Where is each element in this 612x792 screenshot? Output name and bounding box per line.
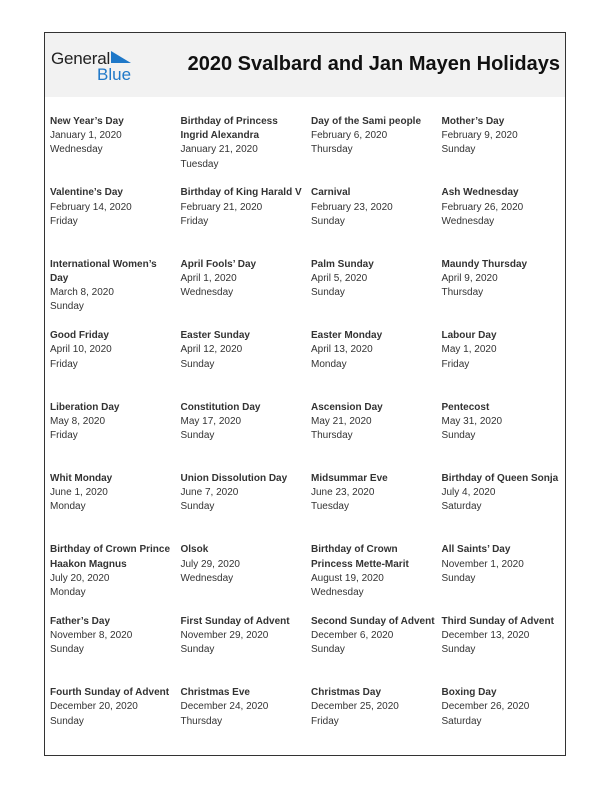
holiday-name: All Saints’ Day [441, 544, 511, 556]
holiday-name: Birthday of Crown Princess Mette-Marit [311, 544, 409, 570]
holiday-day: Sunday [311, 287, 345, 299]
holiday-day: Sunday [180, 644, 215, 656]
holiday-day: Sunday [180, 501, 215, 513]
holiday-day: Friday [50, 215, 78, 227]
holiday-day: Tuesday [180, 158, 219, 170]
holiday-date: July 29, 2020 [180, 558, 240, 570]
holiday-name: Fourth Sunday of Advent [50, 687, 170, 699]
holiday-day: Wednesday [180, 287, 234, 299]
holiday-day: Thursday [180, 715, 223, 727]
holiday-day: Thursday [311, 144, 353, 156]
holiday-day: Sunday [50, 301, 84, 313]
holiday-date: November 1, 2020 [441, 558, 524, 570]
holiday-entry [50, 329, 181, 400]
holiday-name: New Year’s Day [50, 116, 124, 127]
holiday-day: Thursday [441, 287, 484, 299]
holiday-name: Whit Monday [50, 472, 113, 484]
holiday-name: Ascension Day [311, 401, 383, 413]
holiday-entry [181, 686, 312, 757]
holiday-name: Midsummar Eve [311, 472, 388, 484]
logo-general-text: General [51, 49, 111, 68]
holiday-entry [181, 401, 312, 472]
holiday-name: Labour Day [441, 330, 497, 342]
holiday-entry [442, 401, 565, 472]
holiday-date: April 13, 2020 [311, 344, 373, 356]
holiday-date: January 1, 2020 [50, 130, 122, 142]
holiday-entry [181, 186, 312, 257]
holiday-name: Mother’s Day [441, 116, 505, 127]
holiday-entry [50, 686, 181, 757]
holiday-date: May 31, 2020 [441, 415, 503, 427]
calendar-page [44, 32, 566, 756]
holiday-entry [442, 115, 565, 186]
holiday-day: Friday [180, 215, 209, 227]
holiday-date: December 6, 2020 [311, 629, 394, 641]
holiday-day: Wednesday [50, 144, 103, 156]
holiday-day: Friday [50, 358, 78, 370]
holiday-entry [181, 615, 312, 686]
holiday-day: Tuesday [311, 501, 349, 513]
holiday-date: May 17, 2020 [180, 415, 242, 427]
holiday-name: Pentecost [441, 401, 490, 413]
holiday-name: Ash Wednesday [441, 187, 519, 199]
holiday-entry [50, 543, 181, 614]
holiday-date: April 5, 2020 [311, 272, 368, 284]
holiday-entry [181, 329, 312, 400]
holiday-date: December 20, 2020 [50, 701, 138, 713]
holiday-date: June 1, 2020 [50, 487, 108, 499]
holiday-entry [311, 686, 442, 757]
holiday-name: Liberation Day [50, 401, 120, 413]
holiday-date: March 8, 2020 [50, 287, 114, 299]
holiday-date: May 1, 2020 [441, 344, 497, 356]
holiday-name: April Fools’ Day [180, 258, 257, 270]
holiday-name: Birthday of Princess Ingrid Alexandra [180, 116, 278, 142]
holiday-entry [442, 686, 565, 757]
holiday-day: Sunday [441, 644, 476, 656]
holiday-entry [311, 258, 442, 329]
holiday-date: August 19, 2020 [311, 572, 384, 584]
holiday-date: December 24, 2020 [180, 701, 269, 713]
holiday-date: April 1, 2020 [180, 272, 237, 284]
holiday-date: June 23, 2020 [311, 487, 375, 499]
holiday-date: November 29, 2020 [180, 629, 269, 641]
holiday-entry [311, 615, 442, 686]
holiday-name: Valentine’s Day [50, 187, 123, 199]
holiday-day: Saturday [441, 715, 482, 727]
holiday-name: Christmas Day [311, 687, 382, 699]
holiday-entry [50, 186, 181, 257]
holiday-entry [311, 329, 442, 400]
holiday-day: Wednesday [180, 572, 234, 584]
holiday-entry [442, 186, 565, 257]
holiday-entry [442, 472, 565, 543]
holiday-date: April 12, 2020 [180, 344, 243, 356]
holiday-day: Sunday [311, 644, 345, 656]
holiday-name: Maundy Thursday [441, 258, 528, 270]
holiday-date: February 23, 2020 [311, 201, 393, 213]
holiday-name: Olsok [180, 544, 209, 556]
holiday-day: Saturday [441, 501, 482, 513]
holiday-date: May 8, 2020 [50, 415, 106, 427]
holiday-date: February 6, 2020 [311, 130, 388, 142]
holiday-day: Friday [311, 715, 339, 727]
generalblue-logo [51, 49, 141, 85]
holiday-name: Easter Sunday [180, 330, 250, 342]
holiday-day: Thursday [311, 429, 353, 441]
holiday-day: Monday [50, 501, 86, 513]
holiday-name: Third Sunday of Advent [441, 615, 554, 627]
holiday-entry [181, 543, 312, 614]
holiday-date: December 25, 2020 [311, 701, 399, 713]
holiday-name: Father’s Day [50, 615, 111, 627]
holiday-day: Sunday [441, 572, 476, 584]
holiday-date: December 26, 2020 [441, 701, 530, 713]
holiday-date: July 4, 2020 [441, 487, 496, 499]
holiday-day: Monday [50, 586, 86, 598]
holiday-date: January 21, 2020 [180, 144, 258, 156]
holiday-day: Sunday [441, 429, 476, 441]
holiday-date: June 7, 2020 [180, 487, 239, 499]
holiday-day: Sunday [180, 358, 215, 370]
holiday-entry [181, 115, 312, 186]
holiday-day: Sunday [441, 144, 476, 156]
holiday-day: Sunday [311, 215, 345, 227]
holiday-entry [311, 472, 442, 543]
holiday-name: Second Sunday of Advent [311, 615, 435, 627]
holiday-day: Friday [441, 358, 470, 370]
holiday-name: Union Dissolution Day [180, 472, 288, 484]
holiday-date: November 8, 2020 [50, 629, 133, 641]
holiday-date: February 21, 2020 [180, 201, 263, 213]
holiday-name: Birthday of Crown Prince Haakon Magnus [50, 544, 171, 570]
holiday-entry [181, 258, 312, 329]
holiday-entry [442, 329, 565, 400]
holiday-entry [50, 401, 181, 472]
holiday-name: Easter Monday [311, 330, 383, 342]
holiday-name: Boxing Day [441, 687, 497, 699]
holiday-entry [311, 115, 442, 186]
holiday-entry [442, 258, 565, 329]
holiday-date: February 9, 2020 [441, 130, 518, 142]
holiday-entry [442, 543, 565, 614]
holiday-grid [50, 115, 564, 758]
holiday-name: First Sunday of Advent [180, 615, 290, 627]
holiday-entry [311, 543, 442, 614]
holiday-day: Sunday [50, 644, 84, 656]
holiday-entry [50, 615, 181, 686]
holiday-date: December 13, 2020 [441, 629, 530, 641]
holiday-name: Palm Sunday [311, 258, 374, 270]
holiday-day: Monday [311, 358, 347, 370]
holiday-date: May 21, 2020 [311, 415, 372, 427]
page-header [45, 33, 565, 97]
holiday-name: Constitution Day [180, 401, 261, 413]
holiday-day: Wednesday [441, 215, 495, 227]
holiday-day: Sunday [50, 715, 84, 727]
holiday-date: April 10, 2020 [50, 344, 112, 356]
holiday-name: Carnival [311, 187, 351, 199]
holiday-day: Friday [50, 429, 78, 441]
holiday-entry [311, 186, 442, 257]
holiday-entry [50, 472, 181, 543]
holiday-name: Good Friday [50, 330, 109, 342]
holiday-date: February 14, 2020 [50, 201, 132, 213]
holiday-name: Christmas Eve [180, 687, 250, 699]
holiday-name: Birthday of King Harald V [180, 187, 302, 199]
holiday-date: February 26, 2020 [441, 201, 524, 213]
holiday-name: Day of the Sami people [311, 116, 422, 127]
holiday-entry [442, 615, 565, 686]
holiday-date: April 9, 2020 [441, 272, 498, 284]
holiday-entry [50, 258, 181, 329]
holiday-entry [50, 115, 181, 186]
holiday-date: July 20, 2020 [50, 572, 110, 584]
holiday-name: International Women’s Day [50, 258, 157, 284]
holiday-name: Birthday of Queen Sonja [441, 472, 559, 484]
holiday-entry [181, 472, 312, 543]
holiday-entry [311, 401, 442, 472]
page-title: 2020 Svalbard and Jan Mayen Holidays [187, 53, 560, 75]
holiday-day: Wednesday [311, 586, 364, 598]
logo-blue-text: Blue [97, 65, 132, 84]
holiday-day: Sunday [180, 429, 215, 441]
